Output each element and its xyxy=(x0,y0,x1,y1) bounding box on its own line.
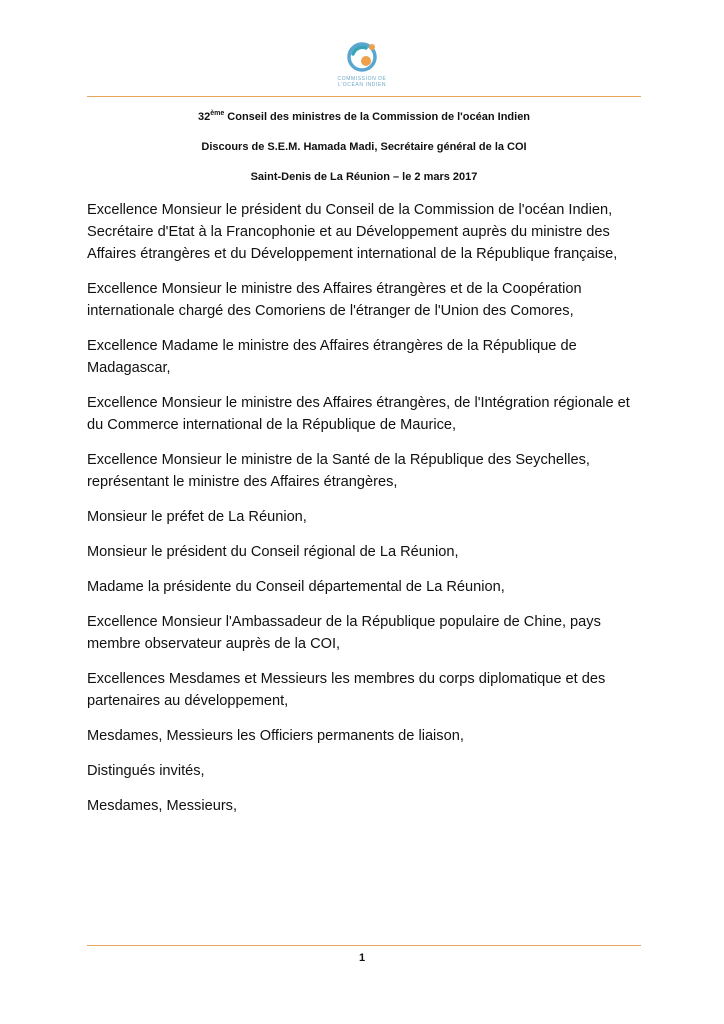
salutation-paragraph: Excellence Monsieur le ministre de la Santé de la République des Seychelles, représentant le ministre des Affaires étrangères, xyxy=(87,452,590,490)
salutation-paragraph: Excellence Monsieur l'Ambassadeur de la République populaire de Chine, pays membre observateur auprès de la COI, xyxy=(87,614,601,652)
salutation-paragraph: Excellence Monsieur le ministre des Affaires étrangères, de l'Intégration régionale et du Commerce international de la République de Maurice, xyxy=(87,395,630,433)
salutation-paragraph: Monsieur le préfet de La Réunion, xyxy=(87,509,307,525)
speech-body xyxy=(87,199,647,830)
salutation-paragraph: Excellence Madame le ministre des Affaires étrangères de la République de Madagascar, xyxy=(87,338,577,376)
salutation-paragraph: Excellences Mesdames et Messieurs les membres du corps diplomatique et des partenaires au développement, xyxy=(87,671,606,709)
salutation-paragraph: Excellence Monsieur le président du Conseil de la Commission de l'océan Indien, Secrétaire d'Etat à la Francophonie et au Développement auprès du ministre des Affaires étrangères et du Développement international de la République française, xyxy=(87,202,618,262)
salutation-paragraph: Monsieur le président du Conseil régional de La Réunion, xyxy=(87,544,459,560)
page-number: 1 xyxy=(358,952,366,964)
salutation-paragraph: Madame la présidente du Conseil départemental de La Réunion, xyxy=(87,579,505,595)
logo-text-line2: L'OCÉAN INDIEN xyxy=(337,82,387,88)
document-title xyxy=(87,110,641,124)
salutation-paragraph: Mesdames, Messieurs les Officiers permanents de liaison, xyxy=(87,728,464,744)
document-place-date: Saint-Denis de La Réunion – le 2 mars 2017 xyxy=(250,171,478,183)
salutation-paragraph: Mesdames, Messieurs, xyxy=(87,798,238,814)
title-ordinal-suffix: ème xyxy=(210,110,225,117)
document-subtitle: Discours de S.E.M. Hamada Madi, Secrétaire général de la COI xyxy=(201,141,527,153)
footer-rule xyxy=(87,945,641,946)
salutation-paragraph: Distingués invités, xyxy=(87,763,205,779)
title-text: Conseil des ministres de la Commission de l'océan Indien xyxy=(224,111,531,123)
header-rule xyxy=(87,96,641,97)
salutation-paragraph: Excellence Monsieur le ministre des Affaires étrangères et de la Coopération internationale chargé des Comoriens de l'étranger de l'Union des Comores, xyxy=(87,281,582,319)
logo-text-line1: COMMISSION DE xyxy=(337,76,387,82)
title-ordinal: 32 xyxy=(197,111,211,123)
